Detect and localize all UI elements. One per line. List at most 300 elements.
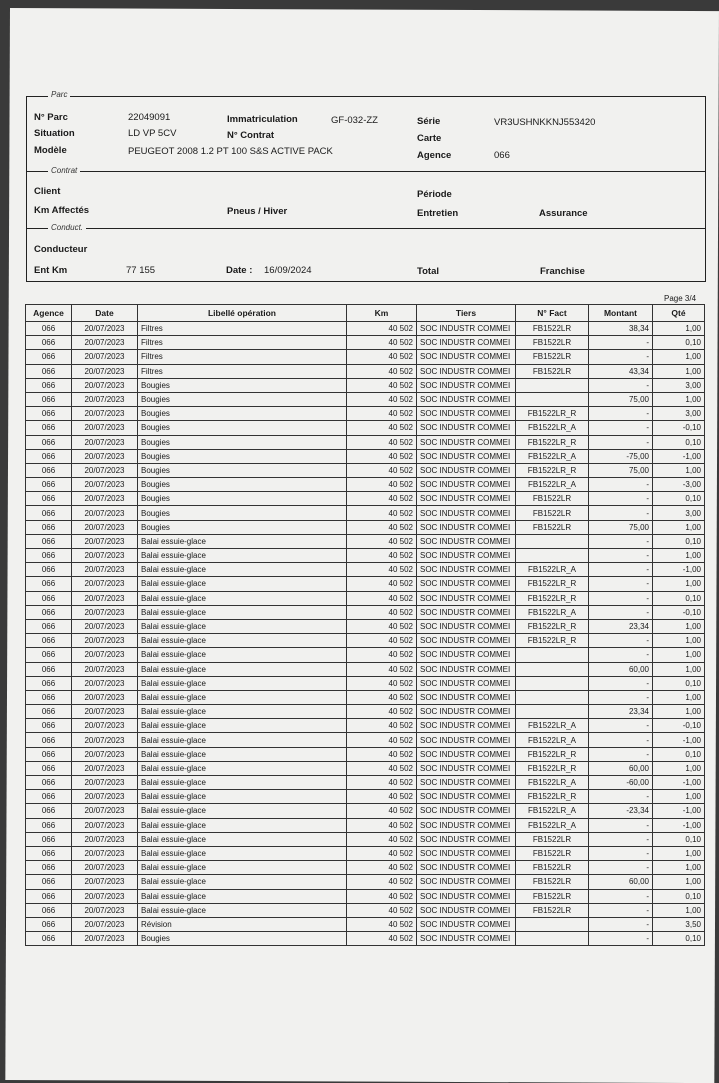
cell-n-fact: [516, 932, 589, 946]
cell-tiers: SOC INDUSTR COMMEI: [417, 350, 516, 364]
separator-contrat: [26, 171, 706, 172]
cell-n-fact: FB1522LR: [516, 846, 589, 860]
cell-date: 20/07/2023: [72, 421, 138, 435]
cell-qte: 0,10: [653, 534, 705, 548]
cell-montant: -23,34: [589, 804, 653, 818]
cell-libelle: Balai essuie-glace: [138, 790, 347, 804]
cell-qte: 3,00: [653, 407, 705, 421]
cell-tiers: SOC INDUSTR COMMEI: [417, 761, 516, 775]
cell-tiers: SOC INDUSTR COMMEI: [417, 719, 516, 733]
cell-agence: 066: [26, 719, 72, 733]
cell-libelle: Balai essuie-glace: [138, 846, 347, 860]
cell-libelle: Balai essuie-glace: [138, 605, 347, 619]
cell-qte: 0,10: [653, 832, 705, 846]
cell-date: 20/07/2023: [72, 875, 138, 889]
cell-n-fact: FB1522LR: [516, 322, 589, 336]
km-affectes-label: Km Affectés: [34, 205, 90, 216]
cell-tiers: SOC INDUSTR COMMEI: [417, 903, 516, 917]
cell-libelle: Balai essuie-glace: [138, 818, 347, 832]
cell-libelle: Balai essuie-glace: [138, 832, 347, 846]
table-row: [26, 875, 705, 889]
cell-date: 20/07/2023: [72, 449, 138, 463]
contrat-label: N° Contrat: [227, 130, 275, 141]
cell-n-fact: FB1522LR_R: [516, 463, 589, 477]
situation-label: Situation: [34, 128, 75, 139]
cell-tiers: SOC INDUSTR COMMEI: [417, 818, 516, 832]
cell-km: 40 502: [347, 591, 417, 605]
cell-libelle: Balai essuie-glace: [138, 662, 347, 676]
cell-tiers: SOC INDUSTR COMMEI: [417, 534, 516, 548]
cell-qte: 3,00: [653, 506, 705, 520]
cell-montant: -: [589, 747, 653, 761]
cell-libelle: Balai essuie-glace: [138, 861, 347, 875]
cell-n-fact: [516, 705, 589, 719]
cell-montant: -: [589, 350, 653, 364]
carte-label: Carte: [417, 133, 442, 144]
cell-montant: -: [589, 506, 653, 520]
table-row: [26, 903, 705, 917]
col-km: Km: [347, 305, 417, 322]
cell-montant: -: [589, 336, 653, 350]
cell-montant: 60,00: [589, 761, 653, 775]
cell-agence: 066: [26, 336, 72, 350]
cell-km: 40 502: [347, 463, 417, 477]
n-parc-label: N° Parc: [34, 112, 68, 123]
cell-n-fact: [516, 549, 589, 563]
cell-km: 40 502: [347, 818, 417, 832]
cell-km: 40 502: [347, 676, 417, 690]
cell-agence: 066: [26, 605, 72, 619]
table-row: [26, 761, 705, 775]
cell-montant: -: [589, 478, 653, 492]
cell-km: 40 502: [347, 747, 417, 761]
cell-tiers: SOC INDUSTR COMMEI: [417, 705, 516, 719]
cell-montant: -: [589, 378, 653, 392]
cell-km: 40 502: [347, 846, 417, 860]
cell-km: 40 502: [347, 705, 417, 719]
cell-n-fact: FB1522LR: [516, 492, 589, 506]
cell-date: 20/07/2023: [72, 563, 138, 577]
cell-libelle: Bougies: [138, 520, 347, 534]
modele-label: Modèle: [34, 145, 67, 156]
cell-montant: -: [589, 861, 653, 875]
cell-agence: 066: [26, 747, 72, 761]
cell-libelle: Bougies: [138, 478, 347, 492]
cell-km: 40 502: [347, 378, 417, 392]
cell-agence: 066: [26, 577, 72, 591]
cell-qte: 1,00: [653, 577, 705, 591]
cell-libelle: Bougies: [138, 407, 347, 421]
cell-agence: 066: [26, 591, 72, 605]
cell-montant: -: [589, 790, 653, 804]
cell-montant: 23,34: [589, 619, 653, 633]
cell-km: 40 502: [347, 435, 417, 449]
cell-date: 20/07/2023: [72, 534, 138, 548]
col-n-fact: N° Fact: [516, 305, 589, 322]
conducteur-label: Conducteur: [34, 244, 88, 255]
cell-qte: -1,00: [653, 563, 705, 577]
cell-montant: -: [589, 407, 653, 421]
immat-value: GF-032-ZZ: [331, 115, 378, 126]
cell-libelle: Balai essuie-glace: [138, 903, 347, 917]
cell-date: 20/07/2023: [72, 591, 138, 605]
cell-agence: 066: [26, 392, 72, 406]
cell-montant: -: [589, 435, 653, 449]
cell-qte: 0,10: [653, 336, 705, 350]
cell-agence: 066: [26, 875, 72, 889]
cell-km: 40 502: [347, 861, 417, 875]
cell-agence: 066: [26, 690, 72, 704]
table-row: [26, 449, 705, 463]
cell-km: 40 502: [347, 534, 417, 548]
cell-qte: 1,00: [653, 875, 705, 889]
cell-km: 40 502: [347, 322, 417, 336]
legend-contrat: Contrat: [48, 166, 80, 175]
cell-qte: 1,00: [653, 662, 705, 676]
col-tiers: Tiers: [417, 305, 516, 322]
cell-km: 40 502: [347, 336, 417, 350]
cell-date: 20/07/2023: [72, 662, 138, 676]
cell-tiers: SOC INDUSTR COMMEI: [417, 577, 516, 591]
cell-montant: 43,34: [589, 364, 653, 378]
cell-montant: 75,00: [589, 463, 653, 477]
ent-km-value: 77 155: [126, 265, 156, 276]
col-libelle: Libellé opération: [138, 305, 347, 322]
cell-qte: 1,00: [653, 846, 705, 860]
table-row: [26, 322, 705, 336]
cell-agence: 066: [26, 563, 72, 577]
cell-km: 40 502: [347, 364, 417, 378]
cell-agence: 066: [26, 832, 72, 846]
cell-tiers: SOC INDUSTR COMMEI: [417, 506, 516, 520]
table-row: [26, 733, 705, 747]
cell-qte: -1,00: [653, 733, 705, 747]
table-row: [26, 690, 705, 704]
cell-tiers: SOC INDUSTR COMMEI: [417, 917, 516, 931]
cell-n-fact: FB1522LR: [516, 364, 589, 378]
cell-agence: 066: [26, 619, 72, 633]
cell-agence: 066: [26, 861, 72, 875]
table-row: [26, 534, 705, 548]
cell-montant: -: [589, 492, 653, 506]
cell-montant: 38,34: [589, 322, 653, 336]
table-row: [26, 435, 705, 449]
cell-agence: 066: [26, 662, 72, 676]
cell-date: 20/07/2023: [72, 733, 138, 747]
cell-date: 20/07/2023: [72, 520, 138, 534]
cell-montant: -: [589, 634, 653, 648]
cell-tiers: SOC INDUSTR COMMEI: [417, 846, 516, 860]
cell-tiers: SOC INDUSTR COMMEI: [417, 875, 516, 889]
cell-km: 40 502: [347, 648, 417, 662]
cell-montant: -: [589, 591, 653, 605]
cell-libelle: Bougies: [138, 506, 347, 520]
cell-n-fact: [516, 534, 589, 548]
cell-qte: 0,10: [653, 435, 705, 449]
cell-n-fact: [516, 676, 589, 690]
cell-montant: -: [589, 832, 653, 846]
cell-km: 40 502: [347, 832, 417, 846]
cell-tiers: SOC INDUSTR COMMEI: [417, 449, 516, 463]
cell-date: 20/07/2023: [72, 634, 138, 648]
pneus-label: Pneus / Hiver: [227, 206, 288, 217]
cell-libelle: Balai essuie-glace: [138, 719, 347, 733]
table-row: [26, 776, 705, 790]
cell-n-fact: FB1522LR: [516, 350, 589, 364]
cell-tiers: SOC INDUSTR COMMEI: [417, 619, 516, 633]
cell-libelle: Filtres: [138, 364, 347, 378]
franchise-label: Franchise: [540, 266, 585, 277]
cell-tiers: SOC INDUSTR COMMEI: [417, 605, 516, 619]
cell-date: 20/07/2023: [72, 932, 138, 946]
cell-date: 20/07/2023: [72, 719, 138, 733]
col-agence: Agence: [26, 305, 72, 322]
cell-tiers: SOC INDUSTR COMMEI: [417, 804, 516, 818]
cell-n-fact: FB1522LR_A: [516, 818, 589, 832]
cell-qte: -1,00: [653, 818, 705, 832]
cell-libelle: Bougies: [138, 932, 347, 946]
cell-agence: 066: [26, 634, 72, 648]
table-row: [26, 520, 705, 534]
cell-date: 20/07/2023: [72, 747, 138, 761]
serie-label: Série: [417, 116, 441, 127]
cell-tiers: SOC INDUSTR COMMEI: [417, 790, 516, 804]
cell-montant: -: [589, 733, 653, 747]
cell-km: 40 502: [347, 804, 417, 818]
cell-km: 40 502: [347, 577, 417, 591]
cell-tiers: SOC INDUSTR COMMEI: [417, 336, 516, 350]
cell-agence: 066: [26, 776, 72, 790]
cell-km: 40 502: [347, 889, 417, 903]
cell-date: 20/07/2023: [72, 818, 138, 832]
cell-qte: 1,00: [653, 463, 705, 477]
cell-qte: 0,10: [653, 889, 705, 903]
cell-km: 40 502: [347, 662, 417, 676]
date-label: Date :: [226, 265, 253, 276]
cell-date: 20/07/2023: [72, 832, 138, 846]
cell-qte: 1,00: [653, 761, 705, 775]
separator-conduct: [26, 228, 706, 229]
cell-libelle: Balai essuie-glace: [138, 875, 347, 889]
cell-tiers: SOC INDUSTR COMMEI: [417, 634, 516, 648]
cell-agence: 066: [26, 364, 72, 378]
cell-date: 20/07/2023: [72, 364, 138, 378]
cell-tiers: SOC INDUSTR COMMEI: [417, 832, 516, 846]
cell-date: 20/07/2023: [72, 804, 138, 818]
table-row: [26, 634, 705, 648]
serie-value: VR3USHNKKNJ553420: [494, 117, 596, 128]
cell-montant: -: [589, 889, 653, 903]
table-row: [26, 407, 705, 421]
cell-km: 40 502: [347, 350, 417, 364]
cell-tiers: SOC INDUSTR COMMEI: [417, 861, 516, 875]
cell-agence: 066: [26, 407, 72, 421]
cell-km: 40 502: [347, 449, 417, 463]
cell-qte: -0,10: [653, 605, 705, 619]
cell-libelle: Filtres: [138, 336, 347, 350]
cell-n-fact: [516, 917, 589, 931]
cell-tiers: SOC INDUSTR COMMEI: [417, 733, 516, 747]
table-row: [26, 463, 705, 477]
cell-n-fact: FB1522LR_R: [516, 747, 589, 761]
col-qte: Qté: [653, 305, 705, 322]
cell-libelle: Révision: [138, 917, 347, 931]
cell-date: 20/07/2023: [72, 549, 138, 563]
cell-tiers: SOC INDUSTR COMMEI: [417, 662, 516, 676]
cell-qte: 1,00: [653, 861, 705, 875]
table-header-row: [26, 305, 705, 322]
cell-km: 40 502: [347, 690, 417, 704]
n-parc-value: 22049091: [128, 112, 171, 123]
cell-libelle: Balai essuie-glace: [138, 549, 347, 563]
cell-date: 20/07/2023: [72, 705, 138, 719]
cell-qte: 0,10: [653, 676, 705, 690]
cell-km: 40 502: [347, 634, 417, 648]
cell-agence: 066: [26, 790, 72, 804]
cell-tiers: SOC INDUSTR COMMEI: [417, 676, 516, 690]
cell-tiers: SOC INDUSTR COMMEI: [417, 563, 516, 577]
cell-agence: 066: [26, 932, 72, 946]
cell-libelle: Balai essuie-glace: [138, 634, 347, 648]
cell-tiers: SOC INDUSTR COMMEI: [417, 392, 516, 406]
table-row: [26, 492, 705, 506]
operations-table: [25, 304, 705, 946]
modele-value: PEUGEOT 2008 1.2 PT 100 S&S ACTIVE PACK: [128, 146, 333, 157]
table-row: [26, 378, 705, 392]
cell-date: 20/07/2023: [72, 776, 138, 790]
agence-label: Agence: [417, 150, 452, 161]
cell-tiers: SOC INDUSTR COMMEI: [417, 322, 516, 336]
table-row: [26, 705, 705, 719]
cell-n-fact: FB1522LR_A: [516, 776, 589, 790]
agence-value: 066: [494, 150, 510, 161]
cell-km: 40 502: [347, 392, 417, 406]
cell-date: 20/07/2023: [72, 478, 138, 492]
cell-n-fact: FB1522LR_R: [516, 577, 589, 591]
cell-agence: 066: [26, 549, 72, 563]
cell-n-fact: FB1522LR: [516, 520, 589, 534]
col-date: Date: [72, 305, 138, 322]
cell-date: 20/07/2023: [72, 392, 138, 406]
table-row: [26, 832, 705, 846]
table-row: [26, 605, 705, 619]
table-row: [26, 846, 705, 860]
cell-tiers: SOC INDUSTR COMMEI: [417, 549, 516, 563]
cell-libelle: Balai essuie-glace: [138, 591, 347, 605]
cell-qte: -0,10: [653, 719, 705, 733]
cell-km: 40 502: [347, 506, 417, 520]
cell-montant: -: [589, 719, 653, 733]
cell-km: 40 502: [347, 478, 417, 492]
cell-agence: 066: [26, 903, 72, 917]
col-montant: Montant: [589, 305, 653, 322]
cell-km: 40 502: [347, 619, 417, 633]
cell-date: 20/07/2023: [72, 846, 138, 860]
cell-montant: -60,00: [589, 776, 653, 790]
cell-qte: 1,00: [653, 364, 705, 378]
cell-qte: 1,00: [653, 619, 705, 633]
cell-tiers: SOC INDUSTR COMMEI: [417, 591, 516, 605]
cell-qte: 1,00: [653, 322, 705, 336]
cell-n-fact: FB1522LR_R: [516, 790, 589, 804]
cell-date: 20/07/2023: [72, 648, 138, 662]
cell-qte: -0,10: [653, 421, 705, 435]
cell-date: 20/07/2023: [72, 761, 138, 775]
cell-agence: 066: [26, 676, 72, 690]
cell-qte: 1,00: [653, 903, 705, 917]
cell-libelle: Balai essuie-glace: [138, 733, 347, 747]
entretien-label: Entretien: [417, 208, 459, 219]
cell-qte: 1,00: [653, 790, 705, 804]
cell-tiers: SOC INDUSTR COMMEI: [417, 463, 516, 477]
cell-km: 40 502: [347, 520, 417, 534]
cell-date: 20/07/2023: [72, 903, 138, 917]
cell-agence: 066: [26, 478, 72, 492]
cell-qte: 0,10: [653, 591, 705, 605]
cell-montant: -: [589, 577, 653, 591]
client-label: Client: [34, 186, 61, 197]
cell-tiers: SOC INDUSTR COMMEI: [417, 435, 516, 449]
cell-date: 20/07/2023: [72, 350, 138, 364]
cell-n-fact: FB1522LR_R: [516, 407, 589, 421]
cell-n-fact: [516, 378, 589, 392]
cell-tiers: SOC INDUSTR COMMEI: [417, 492, 516, 506]
cell-n-fact: FB1522LR_A: [516, 421, 589, 435]
table-row: [26, 619, 705, 633]
cell-libelle: Balai essuie-glace: [138, 889, 347, 903]
cell-date: 20/07/2023: [72, 889, 138, 903]
cell-libelle: Bougies: [138, 378, 347, 392]
cell-montant: -75,00: [589, 449, 653, 463]
page-number: Page 3/4: [664, 294, 697, 303]
cell-montant: -: [589, 903, 653, 917]
cell-km: 40 502: [347, 917, 417, 931]
cell-date: 20/07/2023: [72, 336, 138, 350]
cell-n-fact: FB1522LR_A: [516, 605, 589, 619]
cell-agence: 066: [26, 917, 72, 931]
cell-tiers: SOC INDUSTR COMMEI: [417, 648, 516, 662]
cell-montant: 23,34: [589, 705, 653, 719]
cell-tiers: SOC INDUSTR COMMEI: [417, 407, 516, 421]
cell-qte: 3,50: [653, 917, 705, 931]
cell-libelle: Balai essuie-glace: [138, 747, 347, 761]
cell-agence: 066: [26, 350, 72, 364]
table-row: [26, 861, 705, 875]
cell-agence: 066: [26, 463, 72, 477]
table-row: [26, 506, 705, 520]
cell-km: 40 502: [347, 790, 417, 804]
total-label: Total: [417, 266, 439, 277]
cell-agence: 066: [26, 818, 72, 832]
table-row: [26, 549, 705, 563]
cell-n-fact: FB1522LR: [516, 336, 589, 350]
cell-km: 40 502: [347, 421, 417, 435]
cell-qte: -1,00: [653, 449, 705, 463]
cell-libelle: Balai essuie-glace: [138, 705, 347, 719]
cell-km: 40 502: [347, 563, 417, 577]
cell-agence: 066: [26, 492, 72, 506]
cell-n-fact: [516, 648, 589, 662]
cell-montant: 60,00: [589, 662, 653, 676]
table-row: [26, 917, 705, 931]
cell-date: 20/07/2023: [72, 861, 138, 875]
cell-libelle: Balai essuie-glace: [138, 648, 347, 662]
cell-km: 40 502: [347, 932, 417, 946]
table-row: [26, 350, 705, 364]
cell-n-fact: FB1522LR: [516, 903, 589, 917]
cell-date: 20/07/2023: [72, 492, 138, 506]
cell-date: 20/07/2023: [72, 690, 138, 704]
